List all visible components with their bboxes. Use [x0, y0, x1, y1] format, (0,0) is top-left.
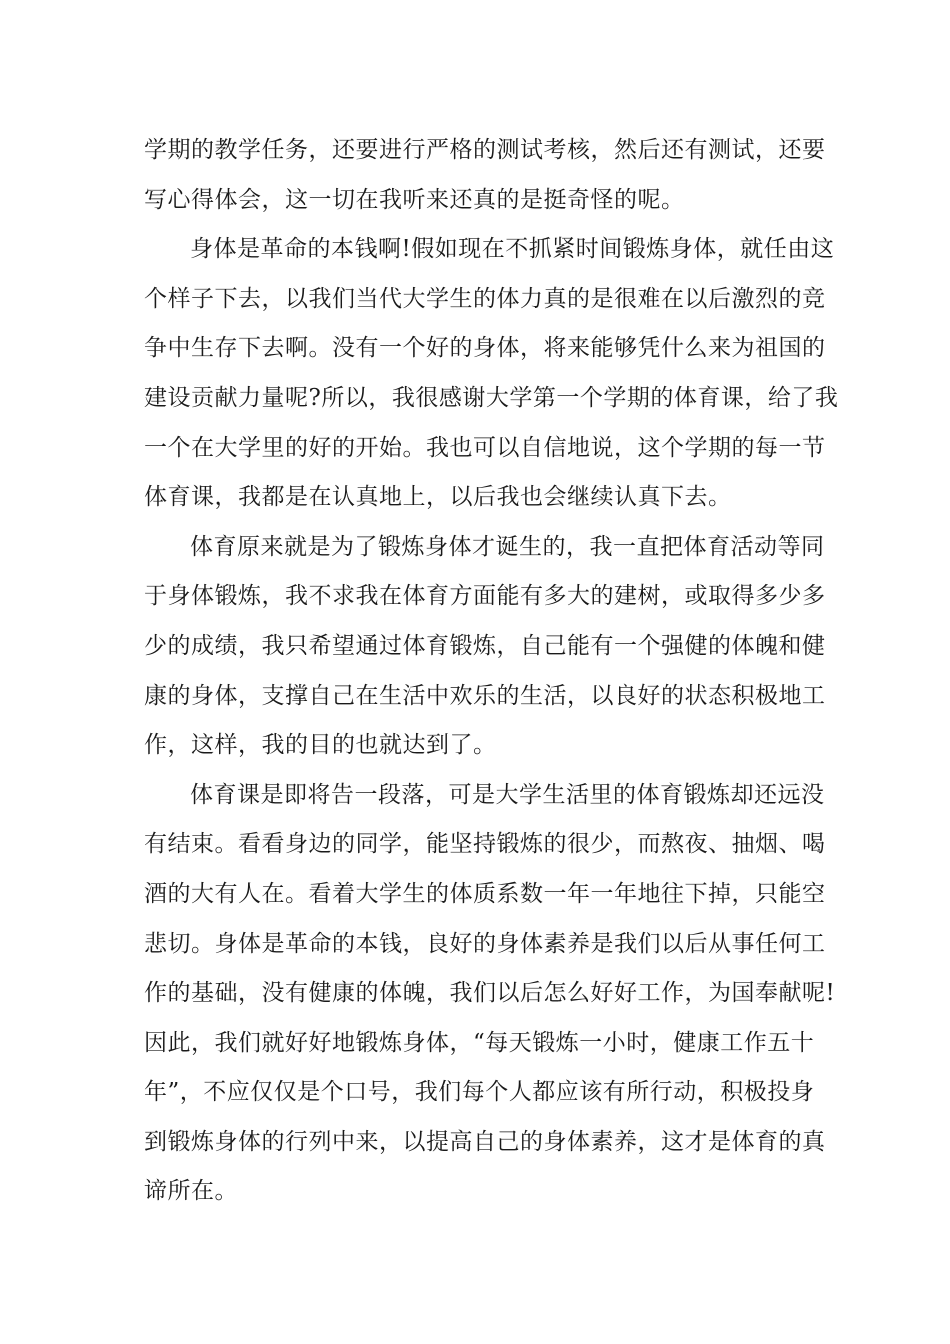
paragraph-line: 酒的大有人在。看着大学生的体质系数一年一年地往下掉，只能空	[144, 880, 826, 907]
paragraph-line: 少的成绩，我只希望通过体育锻炼，自己能有一个强健的体魄和健	[144, 632, 826, 659]
paragraph-line: 悲切。身体是革命的本钱，良好的身体素养是我们以后从事任何工	[144, 930, 826, 957]
paragraph-first-line: 体育课是即将告一段落，可是大学生活里的体育锻炼却还远没	[190, 781, 825, 808]
paragraph-line: 学期的教学任务，还要进行严格的测试考核，然后还有测试，还要	[144, 137, 826, 163]
paragraph-line: 于身体锻炼，我不求我在体育方面能有多大的建树，或取得多少多	[144, 583, 826, 610]
paragraph-line: 康的身体，支撑自己在生活中欢乐的生活，以良好的状态积极地工	[144, 682, 826, 709]
document-body	[144, 126, 839, 1217]
paragraph-first-line: 身体是革命的本钱啊!假如现在不抓紧时间锻炼身体，就任由这	[190, 236, 835, 263]
paragraph-line: 个样子下去，以我们当代大学生的体力真的是很难在以后激烈的竞	[144, 285, 826, 312]
paragraph-line: 有结束。看看身边的同学，能坚持锻炼的很少，而熬夜、抽烟、喝	[144, 831, 826, 858]
paragraph-line: 到锻炼身体的行列中来，以提高自己的身体素养，这才是体育的真	[144, 1128, 826, 1155]
paragraph-line: 一个在大学里的好的开始。我也可以自信地说，这个学期的每一节	[144, 434, 826, 461]
paragraph-line: 年”，不应仅仅是个口号，我们每个人都应该有所行动，积极投身	[144, 1079, 815, 1106]
paragraph-first-line: 体育原来就是为了锻炼身体才诞生的，我一直把体育活动等同	[190, 533, 825, 560]
paragraph-line: 争中生存下去啊。没有一个好的身体，将来能够凭什么来为祖国的	[144, 335, 826, 362]
paragraph-line: 建设贡献力量呢?所以，我很感谢大学第一个学期的体育课，给了我	[144, 384, 839, 411]
paragraph-line: 因此，我们就好好地锻炼身体，“每天锻炼一小时，健康工作五十	[144, 1029, 815, 1056]
paragraph-line: 写心得体会，这一切在我听来还真的是挺奇怪的呢。	[144, 186, 685, 213]
paragraph-line: 体育课，我都是在认真地上，以后我也会继续认真下去。	[144, 484, 732, 511]
paragraph-line: 作的基础，没有健康的体魄，我们以后怎么好好工作，为国奉献呢!	[144, 980, 836, 1007]
paragraph-line: 谛所在。	[144, 1178, 238, 1205]
paragraph-line: 作，这样，我的目的也就达到了。	[144, 732, 497, 759]
